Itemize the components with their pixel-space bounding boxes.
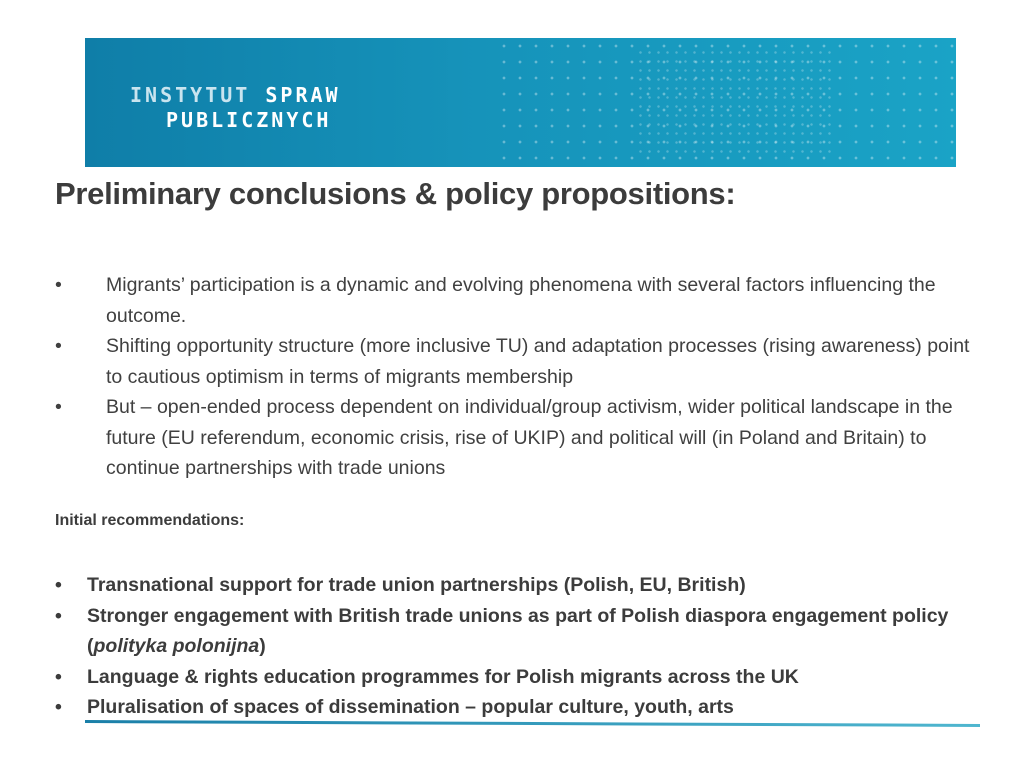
recommendation-text-italic: polityka polonijna (93, 635, 260, 657)
conclusions-list (55, 270, 985, 484)
conclusion-text: Shifting opportunity structure (more inclusive TU) and adaptation processes (rising awareness) point to cautious optimism in terms of migrants membership (106, 335, 970, 388)
recommendations-list (55, 570, 955, 723)
recommendations-heading: Initial recommendations: (55, 512, 245, 529)
recommendation-item (55, 662, 955, 693)
conclusion-item (55, 392, 985, 484)
recommendation-text: Pluralisation of spaces of dissemination – popular culture, youth, arts (87, 696, 734, 718)
slide-title: Preliminary conclusions & policy propositions: (55, 176, 736, 211)
recommendation-item (55, 601, 955, 662)
conclusion-text: But – open-ended process dependent on individual/group activism, wider political landscape in the future (EU referendum, economic crisis, rise of UKIP) and political will (in Poland and Britain) to continue partnerships with trade unions (106, 396, 953, 479)
banner-dot-pattern-secondary (636, 48, 836, 158)
institute-logo (130, 83, 341, 133)
bullet-icon: • (55, 696, 62, 718)
logo-word-instytut: INSTYTUT (130, 83, 251, 107)
bullet-icon: • (55, 274, 62, 296)
bullet-icon: • (55, 604, 62, 627)
logo-word-spraw: SPRAW (265, 83, 341, 107)
recommendation-item (55, 692, 955, 723)
recommendation-item (55, 570, 955, 601)
conclusion-item (55, 270, 985, 331)
recommendation-text: Transnational support for trade union partnerships (Polish, EU, British) (87, 574, 746, 596)
bullet-icon: • (55, 335, 62, 357)
logo-word-publicznych: PUBLICZNYCH (166, 108, 332, 132)
bullet-icon: • (55, 665, 62, 688)
conclusion-text: Migrants’ participation is a dynamic and evolving phenomena with several factors influencing the outcome. (106, 274, 936, 327)
bullet-icon: • (55, 574, 62, 596)
bullet-icon: • (55, 396, 62, 418)
recommendation-text: Language & rights education programmes for Polish migrants across the UK (87, 665, 799, 688)
conclusion-item (55, 331, 985, 392)
recommendation-text-start: Stronger engagement with British trade unions as part of Polish diaspora engagement policy ( (87, 604, 949, 657)
recommendation-text-end: ) (259, 635, 266, 657)
header-banner (85, 38, 956, 167)
